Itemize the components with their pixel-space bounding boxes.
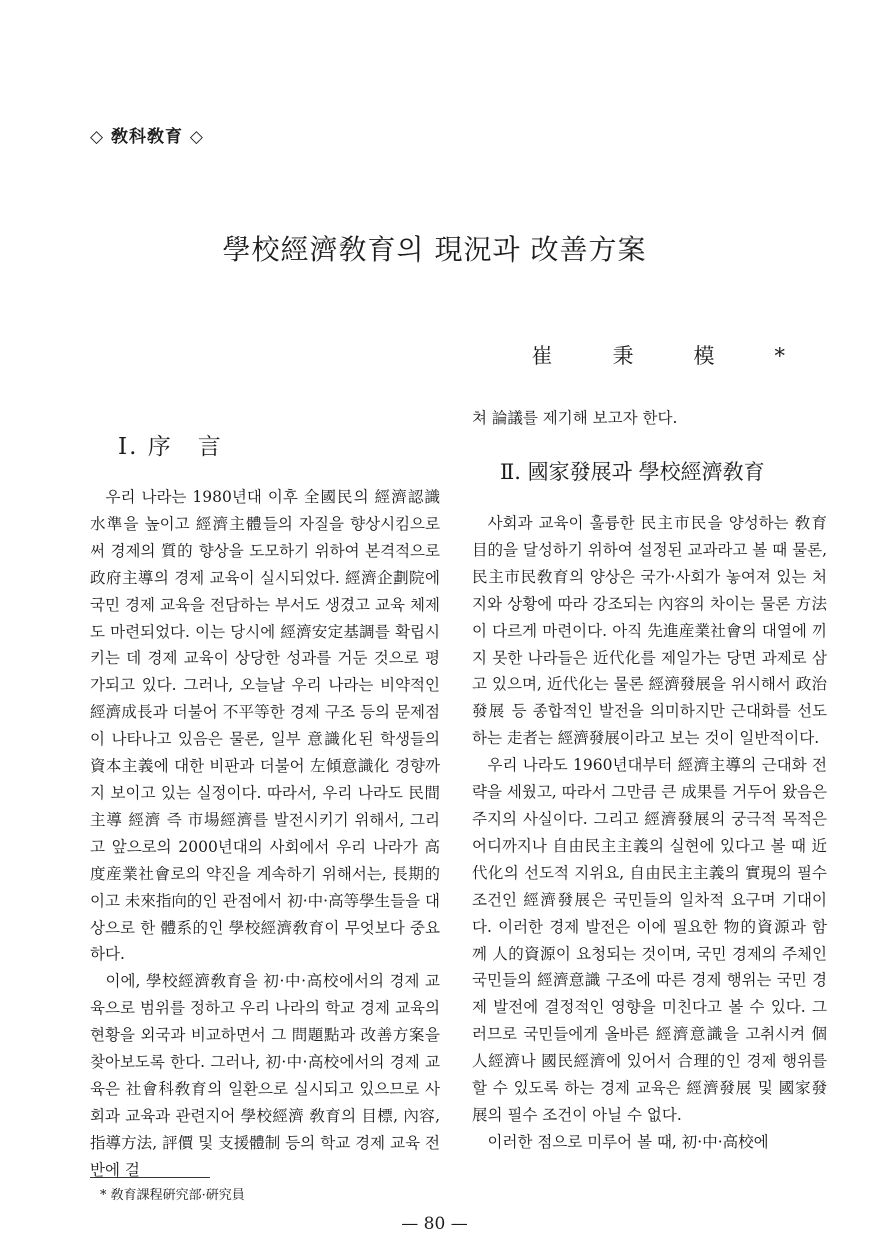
paragraph-intro-1: 우리 나라는 1980년대 이후 全國民의 經濟認識水準을 높이고 經濟主體들의 자질을 향상시킴으로써 경제의 質的 향상을 도모하기 위하여 본격적으로 政府主導의 경제 교육이 실시되었다. 經濟企劃院에 국민 경제 교육을 전담하는 부서도 생겼고 교육 체제도 마련되었다. 이는 당시에 經濟安定基調를 확립시키는 데 경제 교육이 상당한 성과를 거둔 것으로 평가되고 있다. 그러나, 오늘날 우리 나라는 비약적인 經濟成長과 더불어 不平等한 경제 구조 등의 문제점이 나타나고 있음은 물론, 일부 意識化된 학생들의 資本主義에 대한 비판과 더불어 左傾意識化 경향까지 보이고 있는 실정이다. 따라서, 우리 나라도 民間主導 經濟 즉 市場經濟를 발전시키기 위해서, 그리고 앞으로의 2000년대의 사회에서 우리 나라가 高度産業社會로의 약진을 계속하기 위해서는, 長期的이고 未來指向的인 관점에서 初·中·高等學生들을 대상으로 한 體系的인 學校經濟敎育이 무엇보다 중요하다. [90, 488, 441, 964]
author-affiliation-footnote: * 敎育課程硏究部·硏究員 [100, 1188, 245, 1203]
section-heading-national-development: Ⅱ. 國家發展과 學校經濟敎育 [500, 460, 765, 484]
author-line [532, 340, 786, 370]
paragraph-section2-1: 사회과 교육이 훌륭한 民主市民을 양성하는 敎育目的을 달성하기 위하여 설정된 교과라고 볼 때 물론, 民主市民敎育의 양상은 국가·사회가 놓여져 있는 처지와 상황에 따라 강조되는 內容의 차이는 물론 方法이 다르게 마련이다. 아직 先進産業社會의 대열에 끼지 못한 나라들은 近代化를 제일가는 당면 과제로 삼고 있으며, 近代化는 물론 經濟發展을 위시해서 政治發展 등 종합적인 발전을 의미하지만 근대화를 선도하는 走者는 經濟發展이라고 보는 것이 일반적이다. [472, 514, 827, 748]
paragraph-intro-2: 이에, 學校經濟敎育을 初·中·高校에서의 경제 교육으로 범위를 정하고 우리 나라의 학교 경제 교육의 현황을 외국과 비교하면서 그 問題點과 改善方案을 찾아보도록 한다. 그러나, 初·中·高校에서의 경제 교육은 社會科敎育의 일환으로 실시되고 있으므로 사회과 교육과 관련지어 學校經濟 敎育의 目標, 內容, 指導方法, 評價 및 支援體制 등의 학교 경제 교육 전반에 걸 [90, 972, 440, 1179]
author-footnote-mark: * [774, 344, 785, 368]
paragraph-section2-2: 우리 나라도 1960년대부터 經濟主導의 근대화 전략을 세웠고, 따라서 그만큼 큰 成果를 거두어 왔음은 주지의 사실이다. 그리고 經濟發展의 궁극적 목적은 어디까지나 自由民主主義의 실현에 있다고 볼 때 近代化의 선도적 지위요, 自由民主主義의 實現의 필수 조건인 經濟發展은 국민들의 일차적 요구며 기대이다. 이러한 경제 발전은 이에 필요한 物的資源과 함께 人的資源이 요청되는 것이며, 국민 경제의 주체인 국민들의 經濟意識 구조에 따른 경제 행위는 국민 경제 발전에 결정적인 영향을 미친다고 볼 수 있다. 그러므로 국민들에게 올바른 經濟意識을 고취시켜 個人經濟나 國民經濟에 있어서 合理的인 경제 행위를 할 수 있도록 하는 경제 교육은 經濟發展 및 國家發展의 필수 조건이 아닐 수 없다. [472, 756, 827, 1124]
section-heading-introduction: Ⅰ. 序 言 [118, 434, 223, 460]
section-category-tag: ◇ 敎科敎育 ◇ [90, 127, 204, 147]
paragraph-continuation: 쳐 論議를 제기해 보고자 한다. [472, 409, 678, 427]
right-column [472, 510, 827, 1156]
footnote-divider [90, 1177, 210, 1178]
author-name: 崔秉模 [531, 344, 775, 368]
page-number: — 80 — [401, 1214, 468, 1234]
right-column-continuation [472, 405, 827, 432]
paragraph-section2-3: 이러한 점으로 미루어 볼 때, 初·中·高校에 [487, 1132, 769, 1151]
article-title: 學校經濟敎育의 現況과 改善方案 [222, 233, 647, 266]
left-column [90, 484, 440, 1184]
